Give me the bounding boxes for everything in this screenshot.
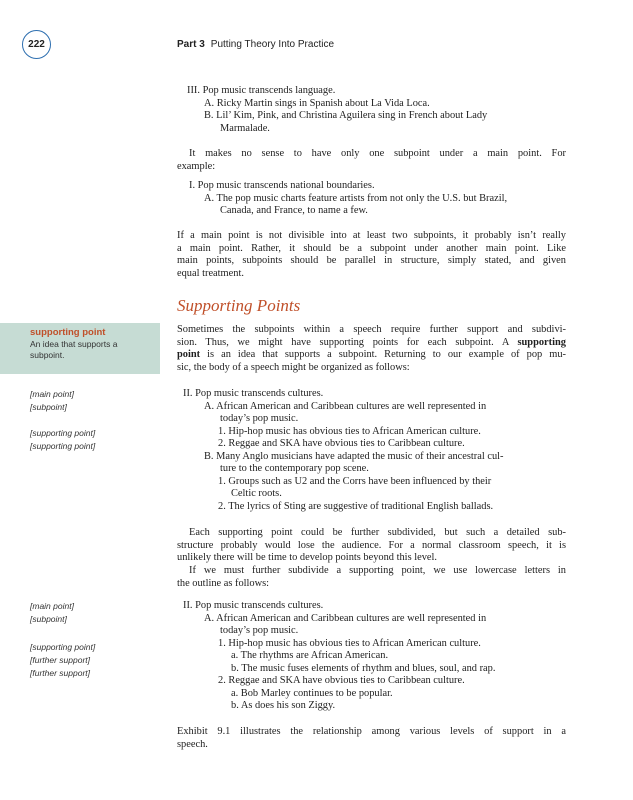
text-line: sic, the body of a speech might be organized as follows: — [177, 361, 410, 373]
outline-national — [177, 180, 566, 220]
margin-label: [further support] — [30, 655, 91, 665]
outline-line: A. Ricky Martin sings in Spanish about La Vida Loca. — [204, 97, 430, 109]
text-line: equal treatment. — [177, 267, 244, 279]
outline-line: II. Pop music transcends cultures. — [183, 388, 324, 399]
text-line: speech. — [177, 738, 208, 750]
text-segment: is an idea that supports a subpoint. Returning to our example of pop mu- — [207, 349, 566, 360]
outline-line: a. Bob Marley continues to be popular. — [231, 687, 393, 699]
text-line: Exhibit 9.1 illustrates the relationship among various levels of support in a — [177, 726, 566, 737]
glossary-box — [0, 323, 160, 374]
margin-label: [main point] — [30, 601, 74, 611]
paragraph — [177, 148, 566, 173]
outline-line: 1. Hip-hop music has obvious ties to African American culture. — [218, 425, 481, 437]
outline-line: ture to the contemporary pop scene. — [220, 463, 369, 474]
text-line: a main point. Rather, it should be a subpoint under another main point. Like — [177, 242, 566, 254]
outline-cultures-detailed — [177, 600, 566, 716]
outline-line: 2. The lyrics of Sting are suggestive of traditional English ballads. — [218, 500, 494, 512]
text-line: Each supporting point could be further subdivided, but such a detailed sub- — [189, 527, 566, 538]
part-title: Putting Theory Into Practice — [210, 39, 335, 50]
outline-cultures — [177, 388, 566, 516]
running-header — [177, 39, 334, 50]
outline-line: a. The rhythms are African American. — [231, 650, 389, 661]
section-heading: Supporting Points — [177, 296, 301, 315]
margin-label: [further support] — [30, 668, 91, 678]
paragraph — [177, 527, 566, 565]
text-line: If a main point is not divisible into at least two subpoints, it probably isn’t really — [177, 230, 566, 241]
glossary-definition: An idea that supports a — [30, 339, 118, 349]
margin-label: [supporting point] — [30, 428, 96, 438]
text-line: Sometimes the subpoints within a speech require further support and subdivi- — [177, 324, 566, 335]
outline-line: A. African American and Caribbean cultures are well represented in — [204, 400, 487, 412]
outline-line: 1. Groups such as U2 and the Corrs have been influenced by their — [218, 475, 492, 487]
paragraph — [177, 726, 566, 751]
outline-line: today’s pop music. — [220, 413, 299, 424]
outline-line: A. African American and Caribbean cultures are well represented in — [204, 612, 487, 624]
outline-line: Canada, and France, to name a few. — [220, 205, 368, 216]
margin-label: [supporting point] — [30, 441, 96, 451]
outline-line: b. As does his son Ziggy. — [231, 700, 336, 711]
outline-line: I. Pop music transcends national boundaries. — [189, 180, 375, 191]
text-line: It makes no sense to have only one subpoint under a main point. For — [189, 148, 566, 159]
key-term: point — [177, 349, 201, 360]
margin-label: [supporting point] — [30, 642, 96, 652]
outline-line: b. The music fuses elements of rhythm and blues, soul, and rap. — [231, 662, 496, 674]
text-line: example: — [177, 160, 216, 172]
outline-line: III. Pop music transcends language. — [187, 85, 336, 96]
outline-line: 1. Hip-hop music has obvious ties to African American culture. — [218, 637, 481, 649]
text-line — [177, 349, 566, 362]
outline-line: A. The pop music charts feature artists from not only the U.S. but Brazil, — [204, 192, 508, 204]
glossary-term: supporting point — [30, 327, 106, 338]
text-line: the outline as follows: — [177, 577, 270, 589]
outline-line: 2. Reggae and SKA have obvious ties to Caribbean culture. — [218, 438, 465, 449]
outline-line: 2. Reggae and SKA have obvious ties to Caribbean culture. — [218, 675, 465, 686]
text-line: main points, subpoints should be parallel in structure, simply stated, and given — [177, 255, 566, 266]
paragraph — [177, 324, 566, 374]
outline-language — [177, 85, 566, 137]
paragraph — [177, 230, 566, 280]
glossary-definition: subpoint. — [30, 350, 65, 360]
outline-line: today’s pop music. — [220, 625, 299, 636]
key-term: supporting — [517, 336, 566, 348]
text-segment: sion. Thus, we might have supporting points for each subpoint. A — [177, 336, 509, 348]
outline-line: Marmalade. — [220, 122, 270, 134]
page-number-badge — [22, 30, 51, 59]
part-label: Part 3 — [177, 39, 205, 50]
text-line: If we must further subdivide a supporting point, we use lowercase letters in — [189, 565, 566, 576]
margin-label: [main point] — [30, 389, 74, 399]
text-line: unlikely there will be time to develop points beyond this level. — [177, 552, 438, 563]
text-line — [177, 337, 566, 350]
page-number: 222 — [28, 39, 45, 50]
margin-label: [subpoint] — [30, 402, 67, 412]
outline-line: Celtic roots. — [231, 488, 282, 499]
outline-line: B. Lil’ Kim, Pink, and Christina Aguilera sing in French about Lady — [204, 110, 488, 121]
text-line: structure probably would lose the audience. For a normal classroom speech, it is — [177, 539, 566, 551]
outline-line: B. Many Anglo musicians have adapted the music of their ancestral cul- — [204, 450, 504, 462]
margin-label: [subpoint] — [30, 614, 67, 624]
outline-line: II. Pop music transcends cultures. — [183, 600, 324, 611]
paragraph — [177, 565, 566, 590]
